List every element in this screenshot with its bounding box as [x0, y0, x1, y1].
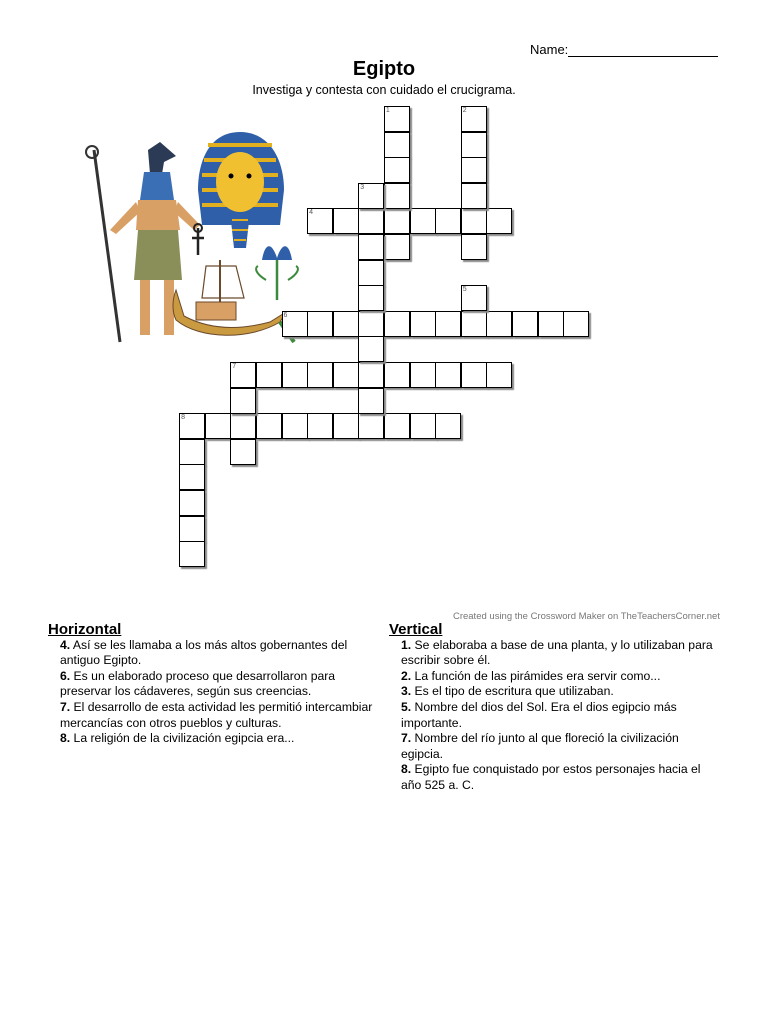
crossword-cell[interactable] — [358, 336, 384, 362]
crossword-cell[interactable] — [461, 106, 487, 132]
crossword-cell[interactable] — [307, 362, 333, 388]
crossword-cell[interactable] — [512, 311, 538, 337]
crossword-cell[interactable] — [282, 413, 308, 439]
crossword-cell[interactable] — [384, 413, 410, 439]
page-subtitle: Investiga y contesta con cuidado el crucigrama. — [252, 83, 516, 97]
crossword-cell[interactable] — [384, 183, 410, 209]
crossword-cell[interactable] — [179, 439, 205, 465]
crossword-cell[interactable] — [333, 413, 359, 439]
clue-item-text: Se elaboraba a base de una planta, y lo utilizaban para escribir sobre él. — [401, 637, 713, 668]
crossword-cell[interactable] — [230, 388, 256, 414]
clue-item-text: Es el tipo de escritura que utilizaban. — [411, 684, 614, 699]
crossword-cell[interactable] — [435, 362, 461, 388]
clue-number: 2 — [462, 107, 467, 114]
crossword-cell[interactable] — [486, 311, 512, 337]
crossword-cell[interactable] — [461, 183, 487, 209]
crossword-cell[interactable] — [435, 311, 461, 337]
crossword-cell[interactable] — [358, 234, 384, 260]
crossword-cell[interactable] — [358, 285, 384, 311]
crossword-cell[interactable] — [333, 362, 359, 388]
clue-item-text: El desarrollo de esta actividad les permitió intercambiar mercancías con otros pueblos y culturas. — [60, 699, 373, 730]
clue-number: 3 — [360, 183, 365, 191]
crossword-cell[interactable] — [461, 234, 487, 260]
clue-item-number: 5. — [401, 699, 412, 714]
clue-item — [389, 731, 719, 762]
crossword-cell[interactable] — [461, 362, 487, 388]
clue-item-text: Egipto fue conquistado por estos personajes hacia el año 525 a. C. — [401, 762, 701, 792]
vertical-clues — [389, 622, 719, 794]
clue-item-number: 3. — [401, 684, 412, 699]
clue-item-number: 4. — [60, 637, 71, 652]
crossword-cell[interactable] — [179, 490, 205, 516]
clue-item — [48, 638, 383, 669]
crossword-cell[interactable] — [358, 362, 384, 388]
clue-number: 8 — [181, 414, 185, 422]
crossword-cell[interactable] — [384, 106, 410, 132]
crossword-cell[interactable] — [384, 157, 410, 183]
crossword-cell[interactable] — [358, 388, 384, 414]
clue-item-text: Nombre del dios del Sol. Era el dios egipcio más importante. — [401, 699, 677, 730]
crossword-cell[interactable] — [358, 208, 384, 234]
clue-item — [389, 700, 719, 731]
crossword-cell[interactable] — [410, 362, 436, 388]
clue-item — [389, 762, 719, 793]
crossword-cell[interactable] — [384, 132, 410, 158]
clue-item — [389, 669, 719, 685]
page-title: Egipto — [352, 58, 416, 80]
crossword-cell[interactable] — [486, 362, 512, 388]
crossword-cell[interactable] — [384, 208, 410, 234]
clue-item-text: Es un elaborado proceso que desarrollaron para preservar los cádaveres, según sus creencias. — [60, 668, 336, 699]
crossword-cell[interactable] — [461, 132, 487, 158]
clue-item — [48, 700, 383, 731]
clue-number: 1 — [385, 107, 390, 114]
crossword-cell[interactable] — [384, 362, 410, 388]
clue-item — [48, 731, 383, 747]
name-label: Name: — [530, 42, 569, 57]
crossword-cell[interactable] — [435, 413, 461, 439]
clue-item-text: Así se les llamaba a los más altos gobernantes del antiguo Egipto. — [60, 637, 348, 668]
crossword-cell[interactable] — [410, 413, 436, 439]
clue-item-number: 7. — [60, 699, 71, 714]
clue-number: 4 — [309, 209, 313, 217]
clue-item-number: 6. — [60, 668, 71, 683]
crossword-cell[interactable] — [486, 208, 512, 234]
clue-number: 6 — [283, 311, 288, 319]
credit-text: Created using the Crossword Maker on TheTeachersCorner.net — [452, 611, 720, 622]
crossword-cell[interactable] — [384, 311, 410, 337]
clue-item-text: La religión de la civilización egipcia era... — [70, 731, 295, 746]
crossword-cell[interactable] — [358, 413, 384, 439]
horizontal-clues — [48, 622, 383, 747]
crossword-cell[interactable] — [205, 413, 231, 439]
crossword-cell[interactable] — [230, 362, 256, 388]
crossword-cell[interactable] — [179, 464, 205, 490]
crossword-cell[interactable] — [384, 234, 410, 260]
crossword-cell[interactable] — [282, 362, 308, 388]
crossword-cell[interactable] — [179, 413, 205, 439]
clue-item-number: 7. — [401, 731, 412, 746]
crossword-cell[interactable] — [410, 208, 436, 234]
crossword-cell[interactable] — [230, 439, 256, 465]
clue-item-number: 8. — [401, 762, 412, 777]
crossword-cell[interactable] — [256, 413, 282, 439]
crossword-cell[interactable] — [179, 541, 205, 567]
crossword-cell[interactable] — [358, 311, 384, 337]
crossword-cell[interactable] — [461, 157, 487, 183]
crossword-cell[interactable] — [282, 311, 308, 337]
crossword-cell[interactable] — [461, 285, 487, 311]
clue-item-number: 2. — [401, 668, 412, 683]
crossword-cell[interactable] — [435, 208, 461, 234]
crossword-cell[interactable] — [461, 311, 487, 337]
crossword-cell[interactable] — [256, 362, 282, 388]
crossword-cell[interactable] — [333, 208, 359, 234]
clue-item-text: La función de las pirámides era servir como... — [411, 668, 661, 683]
crossword-cell[interactable] — [307, 311, 333, 337]
crossword-cell[interactable] — [538, 311, 564, 337]
clue-item-text: Nombre del río junto al que floreció la civilización egipcia. — [401, 731, 679, 761]
crossword-cell[interactable] — [333, 311, 359, 337]
clue-number: 7 — [232, 363, 237, 370]
clue-item — [48, 669, 383, 700]
clue-item-number: 1. — [401, 637, 412, 652]
clue-item — [389, 684, 719, 700]
crossword-cell[interactable] — [307, 413, 333, 439]
crossword-cell[interactable] — [179, 516, 205, 542]
clue-number: 5 — [462, 286, 467, 294]
crossword-cell[interactable] — [461, 208, 487, 234]
crossword-cell[interactable] — [230, 413, 256, 439]
vertical-title: Vertical — [389, 621, 443, 638]
horizontal-title: Horizontal — [48, 621, 122, 638]
crossword-cell[interactable] — [410, 311, 436, 337]
crossword-cell[interactable] — [307, 208, 333, 234]
clue-item-number: 8. — [60, 731, 71, 746]
crossword-cell[interactable] — [358, 183, 384, 209]
crossword-cell[interactable] — [563, 311, 589, 337]
crossword-cell[interactable] — [358, 260, 384, 286]
clue-item — [389, 638, 719, 669]
